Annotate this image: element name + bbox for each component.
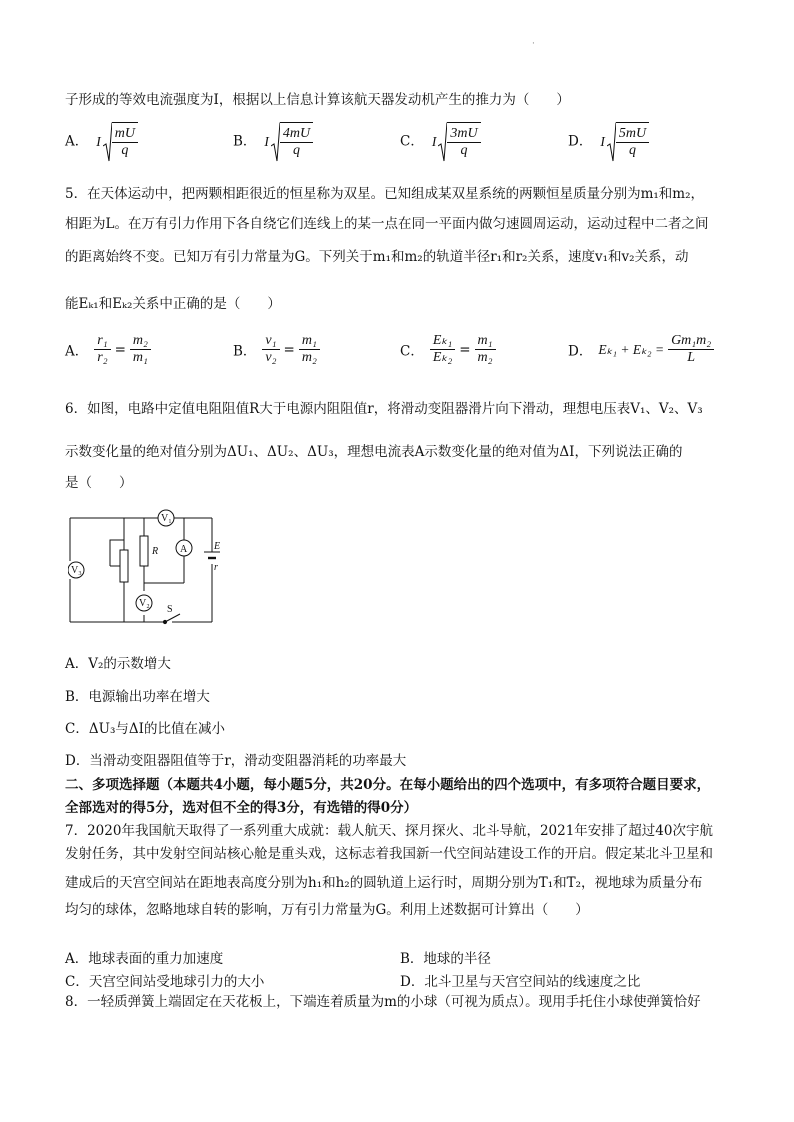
q5-line4: 能Eₖ₁和Eₖ₂关系中正确的是（ ） [65, 296, 281, 312]
circuit-diagram [68, 508, 238, 630]
section2-line2: 全部选对的得5分，选对但不全的得3分，有选错的得0分） [65, 800, 418, 816]
right-fraction: $\frac{\text{m₁}}{\text{m₂}}$ [299, 333, 320, 366]
q4-option-d [568, 122, 649, 162]
emf-label: E [214, 541, 221, 552]
left-fraction: $\frac{\text{Eₖ₁}}{\text{Eₖ₂}}$ [430, 333, 455, 366]
header-mark: · [532, 39, 535, 49]
option-label: C． [400, 133, 424, 150]
sqrt-expression [607, 122, 649, 162]
right-fraction: $\frac{\text{m₁}}{\text{m₂}}$ [475, 333, 496, 366]
current-symbol: I [431, 133, 437, 149]
resistor-label: R [152, 546, 159, 557]
q6-line2: 示数变化量的绝对值分别为ΔU₁、ΔU₂、ΔU₃，理想电流表A示数变化量的绝对值为ΔI，下列说法正确的 [65, 444, 683, 460]
q5-line1: 5．在天体运动中，把两颗相距很近的恒星称为双星。已知组成某双星系统的两颗恒星质量分别为m₁和m₂， [65, 186, 705, 202]
option-label: C． [400, 343, 424, 360]
left-fraction: $\frac{\text{r₁}}{\text{r₂}}$ [94, 333, 110, 366]
fraction: $\frac{3mU}{q}$ [447, 126, 480, 159]
right-fraction: $\frac{\text{Gm₁m₂}}{L}$ [668, 333, 714, 366]
sqrt-expression [103, 122, 138, 162]
q7-line2: 发射任务，其中发射空间站核心舱是重头戏，这标志着我国新一代空间站建设工作的开启。假定某北斗卫星和 [65, 846, 713, 862]
fraction: $\frac{mU}{q}$ [112, 126, 138, 159]
v1-label: V₁ [161, 513, 172, 524]
q6-line3: 是（ ） [65, 475, 133, 491]
q5-option-b [233, 333, 320, 366]
q7-option-a: A．地球表面的重力加速度 [65, 951, 224, 967]
q7-line3: 建成后的天宫空间站在距地表高度分别为h₁和h₂的圆轨道上运行时，周期分别为T₁和T₂，视地球为质量分布 [65, 875, 703, 891]
q5-option-d [568, 333, 714, 366]
v3-label: V₃ [71, 565, 82, 576]
option-label: D． [568, 343, 593, 360]
q5-line3: 的距离始终不变。已知万有引力常量为G。下列关于m₁和m₂的轨道半径r₁和r₂关系，速度v₁和v₂关系，动 [65, 249, 689, 265]
equals-sign: = [283, 341, 295, 358]
q6-option-a: A．V₂的示数增大 [65, 656, 171, 672]
equals-sign: = [114, 341, 126, 358]
q4-option-b [233, 122, 313, 162]
sqrt-expression [438, 122, 480, 162]
sqrt-expression [271, 122, 313, 162]
internal-resistance-label: r [214, 562, 218, 573]
equals-sign: = [459, 341, 471, 358]
section2-line1: 二、多项选择题（本题共4小题，每小题5分，共20分。在每小题给出的四个选项中，有多项符合题目要求， [65, 777, 711, 793]
lhs-expression: Eₖ₁ + Eₖ₂ = [598, 341, 665, 357]
q6-option-d: D．当滑动变阻器阻值等于r，滑动变阻器消耗的功率最大 [65, 753, 407, 769]
q7-line1: 7．2020年我国航天取得了一系列重大成就：载人航天、探月探火、北斗导航，2021年安排了超过40次宇航 [65, 823, 713, 839]
q5-option-c [400, 333, 496, 366]
q7-line4: 均匀的球体，忽略地球自转的影响，万有引力常量为G。利用上述数据可计算出（ ） [65, 902, 589, 918]
fraction: $\frac{4mU}{q}$ [280, 126, 313, 159]
option-label: D． [568, 133, 593, 150]
current-symbol: I [96, 133, 101, 149]
current-symbol: I [264, 133, 269, 149]
q6-option-b: B．电源输出功率在增大 [65, 689, 210, 705]
q8-line1: 8．一轻质弹簧上端固定在天花板上，下端连着质量为m的小球（可视为质点）。现用手托住小球使弹簧恰好 [65, 994, 701, 1010]
q4-option-c [400, 122, 481, 162]
switch-label: S [167, 604, 173, 615]
v2-label: V₂ [139, 598, 150, 609]
q7-option-d: D．北斗卫星与天宫空间站的线速度之比 [400, 974, 641, 990]
option-label: B． [233, 133, 257, 150]
option-label: A． [65, 343, 89, 360]
option-label: B． [233, 343, 257, 360]
q6-line1: 6．如图，电路中定值电阻阻值R大于电源内阻阻值r，将滑动变阻器滑片向下滑动，理想电压表V₁、V₂、V₃ [65, 401, 703, 417]
option-label: A． [65, 133, 89, 150]
q7-option-b: B．地球的半径 [400, 951, 491, 967]
q6-option-c: C．ΔU₃与ΔI的比值在减小 [65, 721, 225, 737]
current-symbol: I [600, 133, 605, 149]
left-fraction: $\frac{\text{v₁}}{\text{v₂}}$ [262, 333, 279, 366]
q5-option-a [65, 333, 151, 366]
fraction: $\frac{5mU}{q}$ [616, 126, 649, 159]
q5-line2: 相距为L。在万有引力作用下各自绕它们连线上的某一点在同一平面内做匀速圆周运动，运动过程中二者之间 [65, 216, 709, 232]
q7-option-c: C．天宫空间站受地球引力的大小 [65, 974, 265, 990]
q4-stem: 子形成的等效电流强度为I，根据以上信息计算该航天器发动机产生的推力为（ ） [65, 92, 570, 108]
right-fraction: $\frac{\text{m₂}}{\text{m₁}}$ [130, 333, 151, 366]
ammeter-label: A [180, 544, 188, 555]
q4-option-a [65, 122, 138, 162]
